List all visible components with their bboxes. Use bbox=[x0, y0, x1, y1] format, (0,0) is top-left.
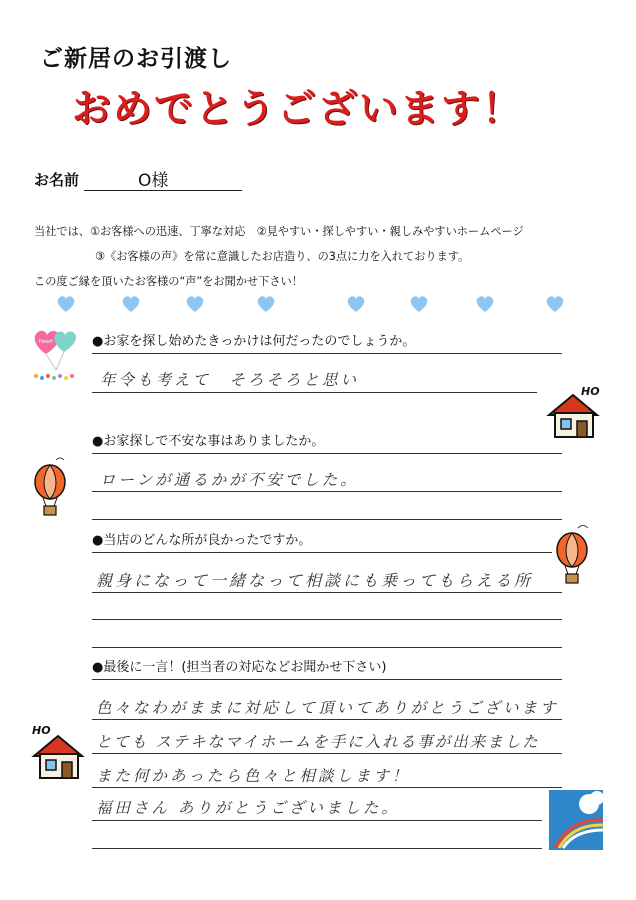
question-1-label: ●お家を探し始めたきっかけは何だったのでしょうか。 bbox=[92, 334, 416, 349]
question-3-rule bbox=[92, 552, 552, 553]
intro-line-1: 当社では、①お客様への迅速、丁寧な対応 ②見やすい・探しやすい・親しみやすいホームページ bbox=[34, 225, 524, 238]
heart-icon bbox=[58, 296, 75, 312]
answer-4-line-2: とても ステキなマイホームを手に入れる事が出来ました bbox=[96, 733, 540, 751]
question-2-label: ●お家探しで不安な事はありましたか。 bbox=[92, 434, 325, 449]
heart-icon bbox=[123, 296, 140, 312]
page-title: おめでとうございます！ bbox=[72, 87, 524, 132]
answer-2-rule-2 bbox=[92, 519, 562, 520]
answer-4-rule-3 bbox=[92, 787, 562, 788]
intro-line-2: ③《お客様の声》を常に意識したお店造り、の3点に力を入れております。 bbox=[95, 250, 470, 263]
question-3-label: ●当店のどんな所が良かったですか。 bbox=[92, 533, 312, 548]
answer-3-rule-1 bbox=[92, 592, 562, 593]
heart-icon bbox=[258, 296, 275, 312]
answer-4-rule-2 bbox=[92, 753, 562, 754]
name-value: O様 bbox=[138, 171, 169, 191]
question-4-label: ●最後に一言！(担当者の対応などお聞かせ下さい) bbox=[92, 660, 387, 675]
heart-icon bbox=[477, 296, 494, 312]
heart-balloons-icon bbox=[30, 326, 86, 384]
hot-air-balloon-icon bbox=[30, 456, 78, 518]
heart-icon bbox=[547, 296, 564, 312]
name-label: お名前 bbox=[34, 171, 80, 189]
heart-icon bbox=[411, 296, 428, 312]
answer-3-line-1: 親身になって一緒なって相談にも乗ってもらえる所 bbox=[96, 571, 534, 590]
house-sign: HO bbox=[581, 385, 600, 398]
answer-4-rule-4 bbox=[92, 820, 542, 821]
house-sign: HO bbox=[32, 724, 51, 737]
answer-3-rule-2 bbox=[92, 619, 562, 620]
hot-air-balloon-icon bbox=[550, 522, 600, 584]
answer-4-rule-1 bbox=[92, 719, 562, 720]
question-4-rule bbox=[92, 679, 562, 680]
answer-2-rule-1 bbox=[92, 491, 562, 492]
answer-4-line-3: また何かあったら色々と相談します！ bbox=[96, 767, 411, 785]
heart-icon bbox=[348, 296, 365, 312]
heart-row bbox=[0, 290, 636, 320]
answer-2-line-1: ローンが通るかが不安でした。 bbox=[100, 471, 359, 489]
answer-3-rule-3 bbox=[92, 647, 562, 648]
answer-4-rule-5 bbox=[92, 848, 542, 849]
answer-4-line-4: 福田さん ありがとうございました。 bbox=[96, 799, 400, 817]
house-icon bbox=[545, 383, 607, 443]
answer-1-rule bbox=[92, 392, 537, 393]
heart-icon bbox=[187, 296, 204, 312]
answer-1-line-1: 年令も考えて そろそろと思い bbox=[100, 371, 360, 389]
balloon-tag: Heart bbox=[39, 339, 53, 345]
subtitle: ご新居のお引渡し bbox=[40, 46, 232, 72]
rainbow-icon bbox=[549, 790, 603, 850]
intro-line-3: この度ご縁を頂いたお客様の“声”をお聞かせ下さい！ bbox=[34, 275, 303, 288]
house-icon bbox=[30, 722, 92, 784]
question-2-rule bbox=[92, 453, 562, 454]
name-underline bbox=[84, 190, 242, 191]
question-1-rule bbox=[92, 353, 562, 354]
answer-4-line-1: 色々なわがままに対応して頂いてありがとうございます bbox=[96, 699, 559, 717]
